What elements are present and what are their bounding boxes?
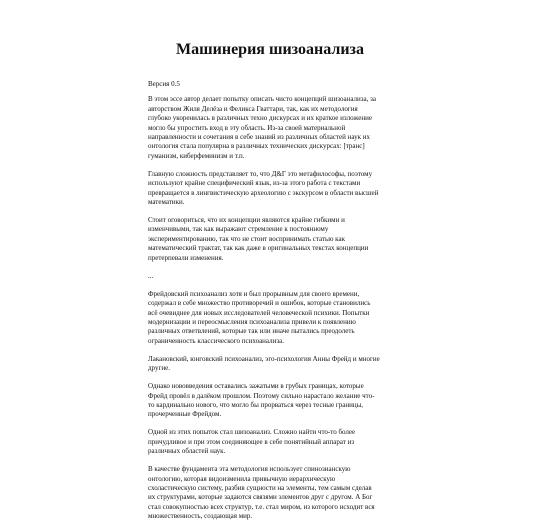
document-body xyxy=(148,80,380,530)
paragraph: Одной из этих попыток стал шизоанализ. Сложно найти что-то более причудливое и при этом соединяющее в себе понятийный аппарат из различных областей наук. xyxy=(148,428,356,456)
paragraph: Стоит оговориться, что их концепции являются крайне гибкими и изменчивыми, так как выражают стремление к постоянному экспериментированию, так что не стоит воспринимать статью как математический трактат, так как даже в оригинальных текстах концепции претерпевали изменения. xyxy=(148,216,369,262)
paragraph: Однако нововведения оставались зажатыми в грубых границах, которые Фрейд провёл в далёком прошлом. Поэтому сильно нарастало желание что-то кардинально нового, что могло бы прорваться через тесные границы, прочерченные Фрейдом. xyxy=(148,382,375,419)
paragraph: Лакановский, юнговский психоанализ, эго-психология Анны Фрейд и многие другие. xyxy=(148,354,380,373)
paragraph: В этом эссе автор делает попытку описать чисто концепций шизоанализа, за авторством Жиля Делёза и Феликса Гваттари, так, как их методология глубоко укоренилась в различных техно дискурсах и их краткое изложение могло бы упростить вход в эту область. Из-за своей материальной направленности и сочетания в себе знаний из различных областей наук их онтология стала популярна в различных технических дискурсах: [транс] гуманизм, киберфеминизм и т.п. xyxy=(148,95,376,160)
paragraph-ellipsis: ... xyxy=(148,271,154,280)
version-label: Версия 0.5 xyxy=(148,80,180,88)
paragraph: Фрейдовский психоанализ хотя и был прорывным для своего времени, содержал в себе множество противоречий и ошибок, которые становились всё очевиднее для новых исследователей человеческой психики. Попытки модернизации и переосмысления психоанализа привели к появлению различных ответвлений, которые так или иначе пытались преодолеть ограниченность классического психоанализа. xyxy=(148,289,371,345)
paragraph: В качестве фундамента эта методология использует спинозианскую онтологию, которая видоизменила привычную иерархическую схоластическую систему, разбив сущности на элементы, тем самым сделав их структурами, которые задаются связями элементов друг с другом. А Бог стал совокупностью всех структур, т.е. стал миром, из которого исходит вся множественность, создающая мир. xyxy=(148,465,375,521)
document-title: Машинерия шизоанализа xyxy=(176,41,364,58)
paragraph: Главную сложность представляет то, что Д&Г это метафилософы, поэтому используют крайне специфический язык, из-за этого работа с текстами превращается в лингвистическую археологию с экскурсом в области высшей математики. xyxy=(148,169,379,207)
